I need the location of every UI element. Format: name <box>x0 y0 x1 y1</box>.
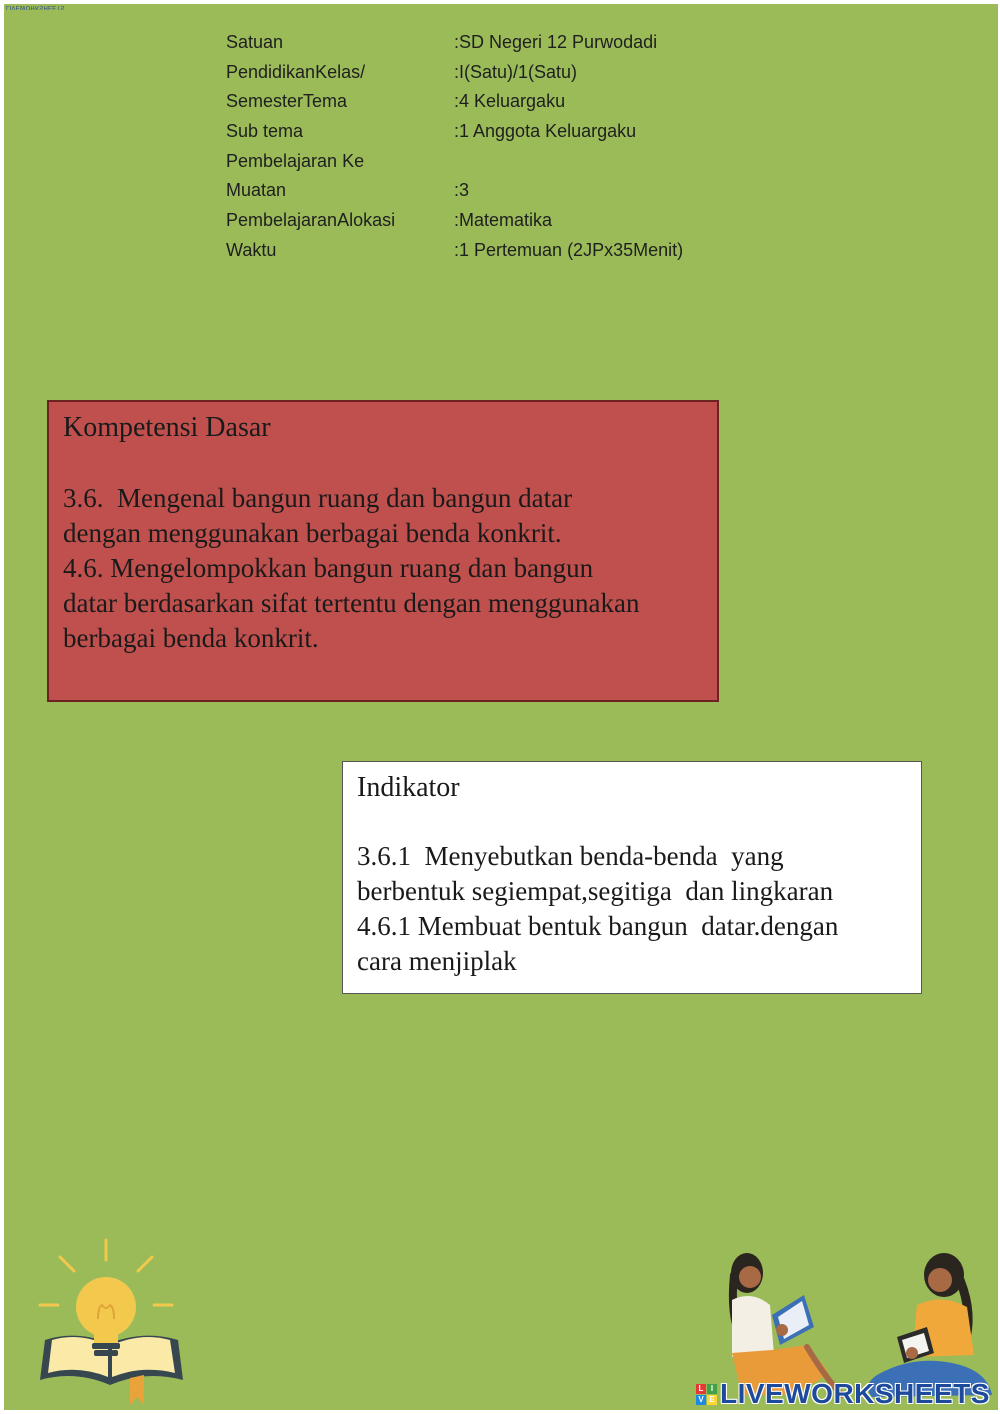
meta-label: Sub tema <box>226 121 304 142</box>
meta-label: Satuan <box>226 32 284 52</box>
kompetensi-line: 4.6. Mengelompokkan bangun ruang dan bangun <box>63 553 594 583</box>
corner-logo: LIVEWORKSHEETS <box>6 4 65 10</box>
meta-value: :3 <box>454 180 470 201</box>
meta-value: :I(Satu)/1(Satu) <box>454 61 578 82</box>
indikator-line: berbentuk segiempat,segitiga dan lingkaran <box>357 876 834 906</box>
meta-row <box>226 240 786 270</box>
kompetensi-line: berbagai benda konkrit. <box>63 623 319 653</box>
indikator-line: 4.6.1 Membuat bentuk bangun datar.dengan <box>357 911 839 941</box>
meta-row <box>226 151 786 181</box>
meta-label: PembelajaranAlokasi <box>226 210 396 231</box>
meta-row <box>226 180 786 210</box>
indikator-body <box>357 839 917 979</box>
lesson-meta <box>226 32 786 270</box>
kompetensi-line: datar berdasarkan sifat tertentu dengan menggunakan <box>63 588 640 618</box>
kompetensi-line: dengan menggunakan berbagai benda konkrit. <box>63 518 562 548</box>
meta-label: PendidikanKelas/ <box>226 61 366 82</box>
liveworksheets-wordmark: LIVEWORKSHEETS <box>720 1378 990 1409</box>
indikator-title: Indikator <box>357 772 460 803</box>
meta-value: :1 Pertemuan (2JPx35Menit) <box>454 239 684 260</box>
meta-label: Waktu <box>226 239 277 260</box>
kompetensi-dasar-box <box>47 400 719 702</box>
indikator-box <box>342 761 922 994</box>
liveworksheets-logo <box>696 1378 990 1410</box>
kompetensi-body <box>63 481 713 656</box>
kompetensi-title: Kompetensi Dasar <box>63 412 271 443</box>
meta-value: :1 Anggota Keluargaku <box>454 121 637 142</box>
indikator-line: cara menjiplak <box>357 946 517 976</box>
meta-row <box>226 210 786 240</box>
meta-row <box>226 62 786 92</box>
meta-value: :SD Negeri 12 Purwodadi <box>454 32 658 52</box>
meta-label: Muatan <box>226 180 287 201</box>
meta-label: SemesterTema <box>226 91 348 112</box>
meta-row <box>226 121 786 151</box>
liveworksheets-mark-icon: L I V E <box>696 1384 717 1405</box>
worksheet-page <box>4 4 998 1410</box>
meta-row <box>226 91 786 121</box>
meta-value: :4 Keluargaku <box>454 91 566 112</box>
kompetensi-line: 3.6. Mengenal bangun ruang dan bangun datar <box>63 483 573 513</box>
meta-row <box>226 32 786 62</box>
lightbulb-book-icon <box>30 1235 200 1410</box>
meta-label: Pembelajaran Ke <box>226 150 365 171</box>
indikator-line: 3.6.1 Menyebutkan benda-benda yang <box>357 841 784 871</box>
meta-value: :Matematika <box>454 210 553 231</box>
